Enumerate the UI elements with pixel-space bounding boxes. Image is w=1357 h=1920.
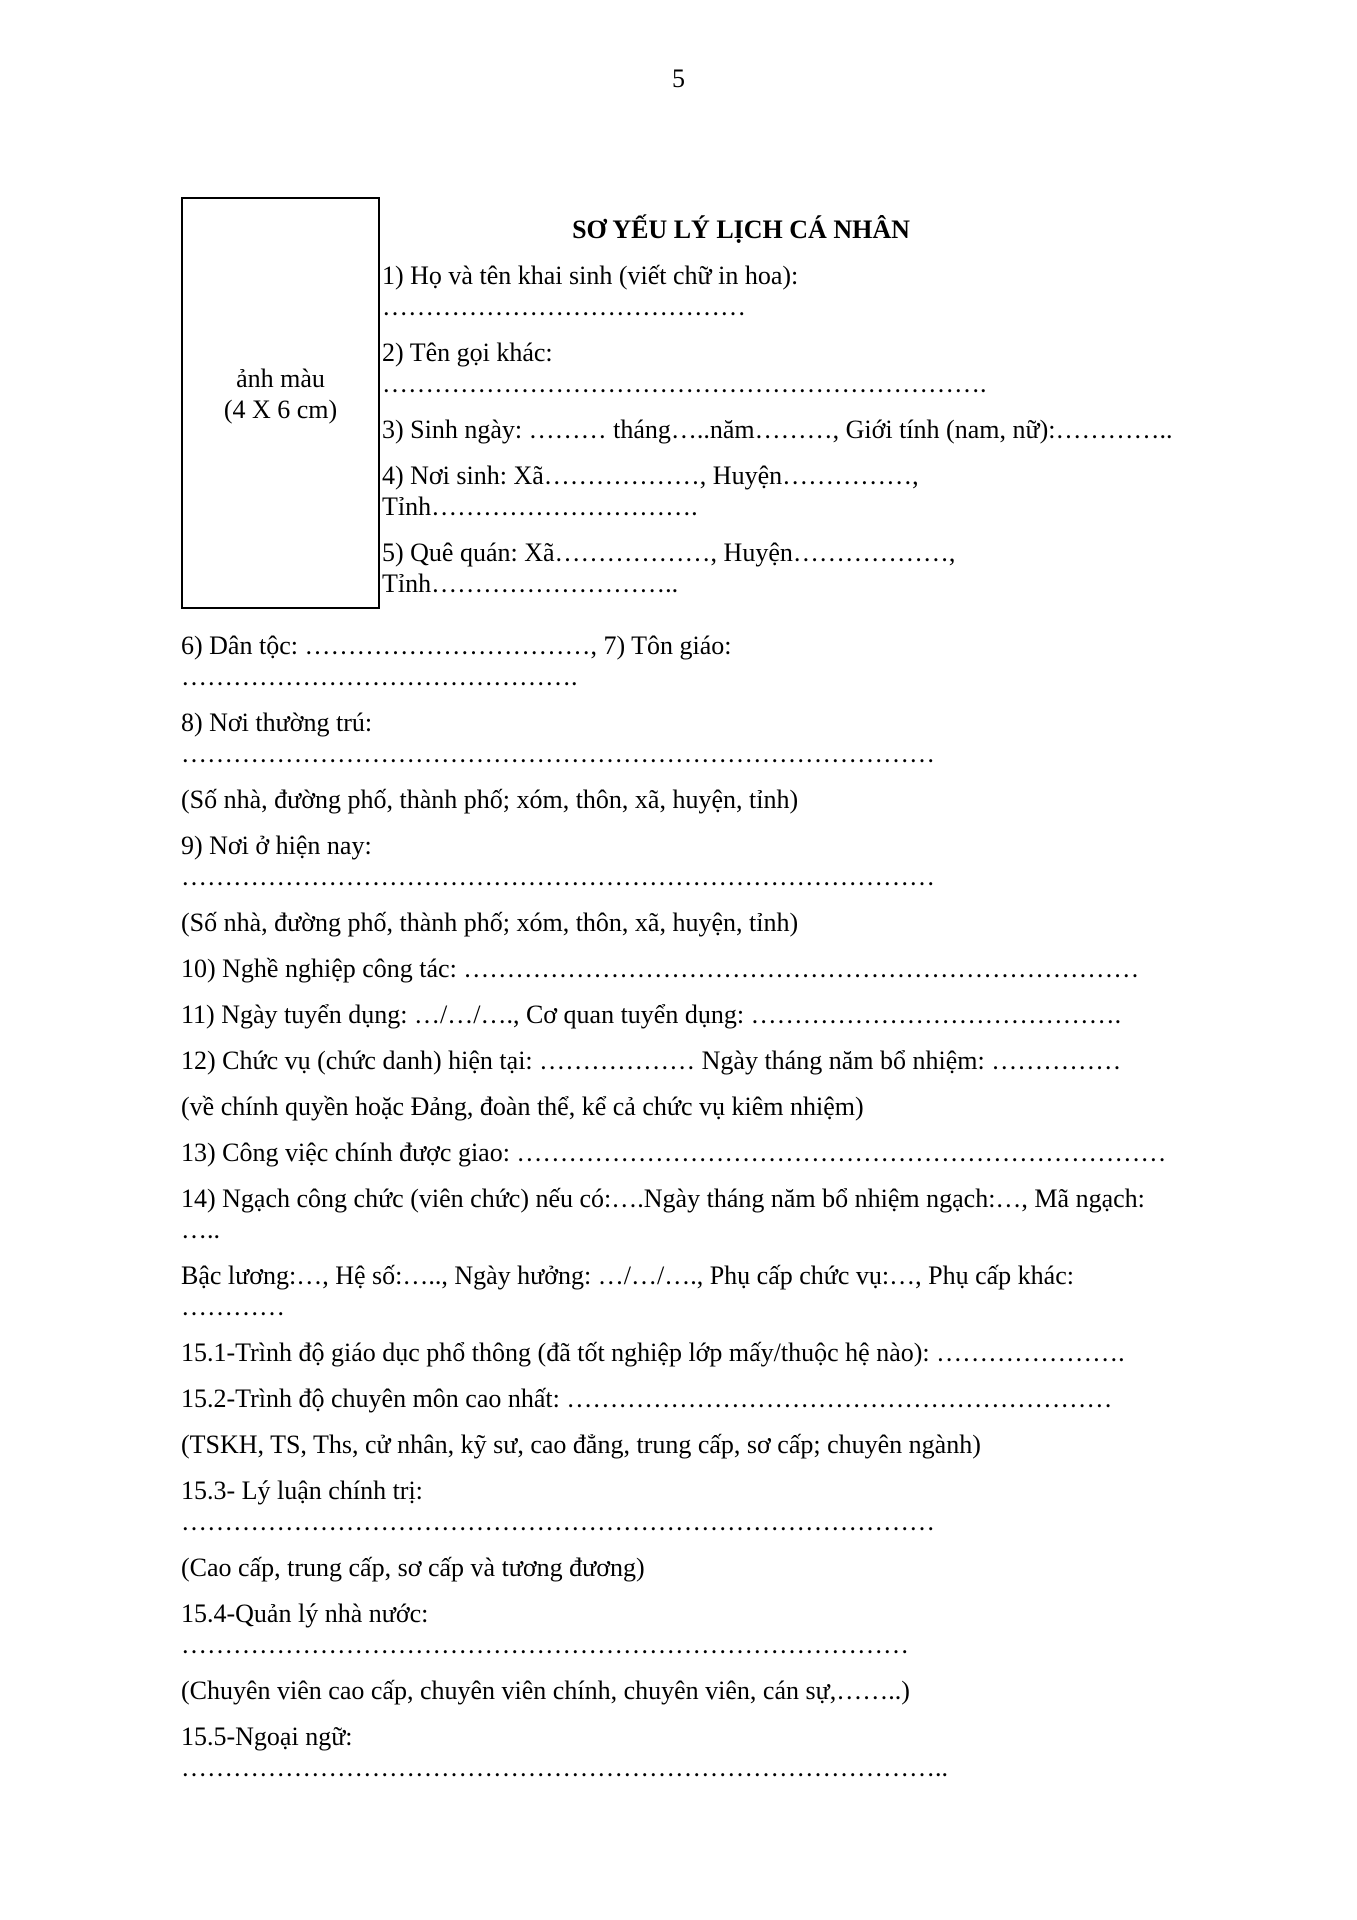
field-birthplace-province: Tỉnh………………………….	[382, 492, 698, 521]
field-current-address-blank: ……………………………………………………………………………	[181, 862, 935, 891]
field-political-theory-blank: ……………………………………………………………………………	[181, 1507, 935, 1536]
photo-size-label: (4 X 6 cm)	[223, 395, 338, 424]
field-foreign-language-blank: ……………………………………………………………………………..	[181, 1753, 948, 1782]
field-civil-service-rank: 14) Ngạch công chức (viên chức) nếu có:….Ngày tháng năm bổ nhiệm ngạch:…, Mã ngạch:	[181, 1184, 1145, 1213]
field-full-name: 1) Họ và tên khai sinh (viết chữ in hoa):	[382, 261, 799, 290]
field-birth-date-gender: 3) Sinh ngày: ……… tháng…..năm………, Giới tính (nam, nữ):…………..	[382, 415, 1173, 444]
field-religion-blank: ……………………………………….	[181, 662, 578, 691]
field-salary-blank: …………	[181, 1292, 285, 1321]
field-state-management-blank: …………………………………………………………………………	[181, 1630, 909, 1659]
field-occupation: 10) Nghề nghiệp công tác: ……………………………………………………………………	[181, 954, 1140, 983]
field-current-address: 9) Nơi ở hiện nay:	[181, 831, 372, 860]
field-hometown: 5) Quê quán: Xã………………, Huyện………………,	[382, 538, 956, 567]
field-state-management-hint: (Chuyên viên cao cấp, chuyên viên chính, chuyên viên, cán sự,……..)	[181, 1676, 910, 1705]
field-general-education: 15.1-Trình độ giáo dục phổ thông (đã tốt nghiệp lớp mấy/thuộc hệ nào): ………………….	[181, 1338, 1125, 1367]
field-permanent-address: 8) Nơi thường trú:	[181, 708, 373, 737]
field-position: 12) Chức vụ (chức danh) hiện tại: ……………… Ngày tháng năm bổ nhiệm: ……………	[181, 1046, 1122, 1075]
field-position-hint: (về chính quyền hoặc Đảng, đoàn thể, kể cả chức vụ kiêm nhiệm)	[181, 1092, 864, 1121]
field-other-name: 2) Tên gọi khác:	[382, 338, 553, 367]
field-political-theory-hint: (Cao cấp, trung cấp, sơ cấp và tương đương)	[181, 1553, 645, 1582]
field-main-duties: 13) Công việc chính được giao: …………………………………………………………………	[181, 1138, 1167, 1167]
field-professional-level-hint: (TSKH, TS, Ths, cử nhân, kỹ sư, cao đẳng, trung cấp, sơ cấp; chuyên ngành)	[181, 1430, 981, 1459]
field-hometown-province: Tỉnh………………………..	[382, 569, 679, 598]
page-number: 5	[672, 64, 685, 93]
field-ethnicity-religion: 6) Dân tộc: ……………………………, 7) Tôn giáo:	[181, 631, 732, 660]
field-current-address-hint: (Số nhà, đường phố, thành phố; xóm, thôn, xã, huyện, tỉnh)	[181, 908, 799, 937]
field-state-management: 15.4-Quản lý nhà nước:	[181, 1599, 429, 1628]
field-professional-level: 15.2-Trình độ chuyên môn cao nhất: ………………………………………………………	[181, 1384, 1113, 1413]
field-full-name-blank: ……………………………………	[382, 292, 746, 321]
field-recruitment: 11) Ngày tuyển dụng: …/…/…., Cơ quan tuyển dụng: …………………………………….	[181, 1000, 1122, 1029]
field-other-name-blank: …………………………………………………………….	[382, 369, 987, 398]
field-salary: Bậc lương:…, Hệ số:….., Ngày hưởng: …/…/…., Phụ cấp chức vụ:…, Phụ cấp khác:	[181, 1261, 1074, 1290]
photo-label: ảnh màu	[236, 363, 325, 393]
field-foreign-language: 15.5-Ngoại ngữ:	[181, 1722, 353, 1751]
field-permanent-address-blank: ……………………………………………………………………………	[181, 739, 935, 768]
field-civil-service-rank-blank: …..	[181, 1215, 220, 1244]
field-birthplace: 4) Nơi sinh: Xã………………, Huyện……………,	[382, 461, 919, 490]
photo-placeholder	[181, 197, 380, 609]
form-title: SƠ YẾU LÝ LỊCH CÁ NHÂN	[572, 215, 910, 244]
field-permanent-address-hint: (Số nhà, đường phố, thành phố; xóm, thôn, xã, huyện, tỉnh)	[181, 785, 799, 814]
field-political-theory: 15.3- Lý luận chính trị:	[181, 1476, 423, 1505]
